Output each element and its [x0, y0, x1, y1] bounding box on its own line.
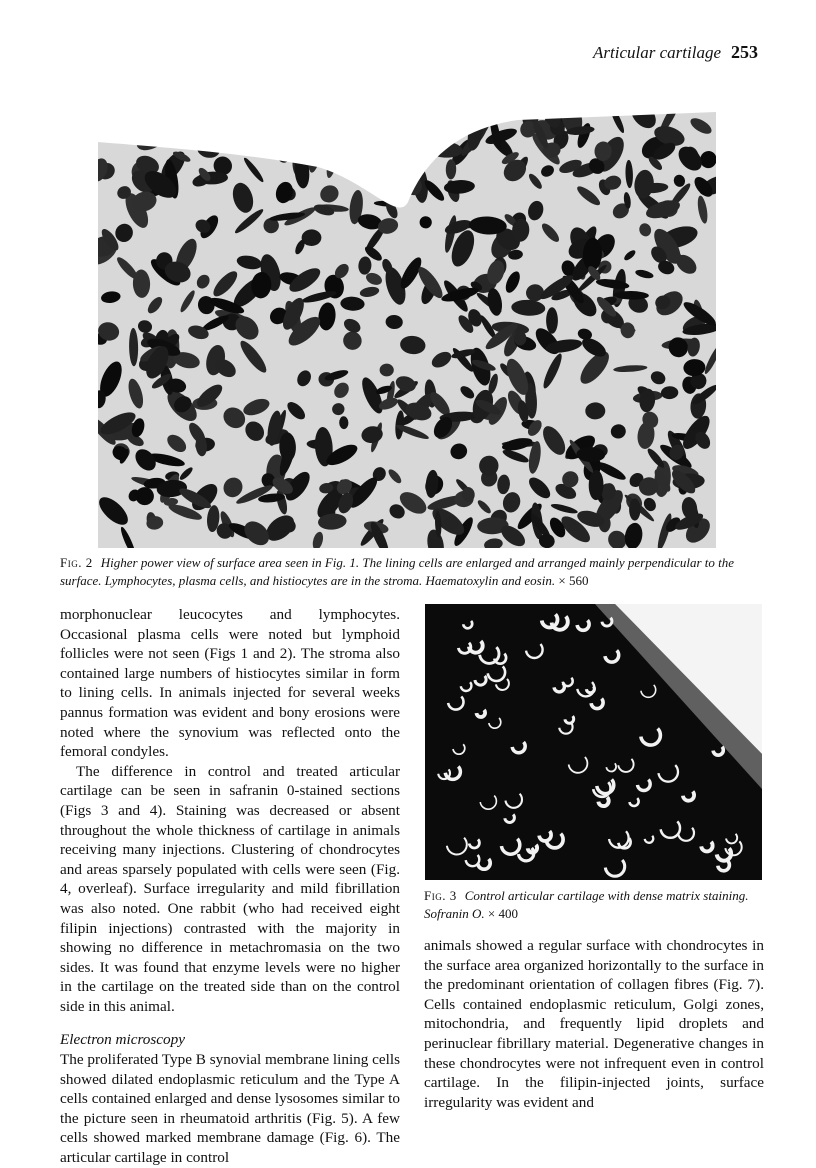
chondrocyte-lacuna — [577, 618, 589, 630]
chondrocyte-lacuna — [577, 679, 594, 696]
chondrocyte-lacuna — [477, 708, 486, 717]
page-number: 253 — [731, 42, 758, 62]
chondrocyte-lacuna — [618, 757, 633, 772]
chondrocyte-lacuna — [569, 754, 588, 773]
paragraph: The proliferated Type B synovial membrane lining cells showed dilated endoplasmic reticulum and the Type A cells contained enlarged and dense lysosomes similar to the picture seen in rheumatoid arthritis (Fig. 5). A few cells showed marked membrane damage (Fig. 6). The articular cartilage in control — [60, 1051, 400, 1167]
chondrocyte-lacuna — [488, 664, 505, 681]
chondrocyte-lacuna — [713, 745, 723, 755]
chondrocyte-lacuna — [453, 742, 465, 754]
chondrocyte-lacuna — [447, 835, 467, 855]
cell-nucleus — [546, 307, 558, 333]
chondrocyte-lacuna — [463, 619, 472, 628]
running-header — [593, 42, 758, 63]
chondrocyte-lacuna — [542, 612, 558, 628]
chondrocyte-lacuna — [645, 834, 654, 843]
chondrocyte-lacuna — [565, 715, 574, 724]
chondrocyte-lacuna — [641, 726, 661, 746]
right-column — [424, 936, 764, 1112]
chondrocyte-lacuna — [605, 648, 619, 662]
figure-2-label: Fig. 2 — [60, 555, 93, 570]
figure-2-caption-text: Higher power view of surface area seen in Fig. 1. The lining cells are enlarged and arranged mainly perpendicular to the surface. Lymphocytes, plasma cells, and histiocytes are in the stroma. Haematoxylin and eosin. — [60, 555, 735, 588]
chondrocyte-lacuna — [605, 857, 624, 876]
chondrocyte-lacuna — [701, 840, 712, 851]
chondrocyte-lacuna — [637, 778, 650, 791]
figure-3-micrograph — [425, 604, 762, 880]
histology-image — [98, 112, 716, 548]
chondrocyte-lacuna — [606, 762, 616, 772]
chondrocyte-lacuna — [469, 838, 479, 848]
chondrocyte-lacuna — [466, 853, 480, 867]
figure-3-caption — [424, 887, 764, 923]
figure-2-caption — [60, 554, 760, 590]
chondrocyte-lacuna — [658, 762, 678, 782]
figure-3-caption-text: Control articular cartilage with dense matrix staining. Sofranin O. — [424, 888, 749, 921]
chondrocyte-lacuna — [448, 694, 463, 709]
chondrocyte-lacuna — [629, 797, 638, 806]
chondrocyte-lacuna — [683, 790, 694, 801]
chondrocyte-lacuna — [505, 813, 515, 823]
cartilage-image — [425, 604, 762, 880]
left-column — [60, 605, 400, 1168]
chondrocyte-lacuna — [539, 829, 551, 841]
figure-3-magnification: × 400 — [487, 906, 519, 921]
running-title: Articular cartilage — [593, 43, 721, 62]
chondrocyte-lacuna — [505, 791, 522, 808]
chondrocyte-lacuna — [641, 683, 656, 698]
figure-2-magnification: × 560 — [558, 573, 589, 588]
chondrocyte-lacuna — [501, 836, 519, 854]
chondrocyte-lacuna — [461, 680, 472, 691]
paragraph: The difference in control and treated articular cartilage can be seen in safranin 0-stained sections (Figs 3 and 4). Staining was decreased or absent throughout the whole thickness of cartilage in animals receiving many injections. Clustering of chondrocytes and areas sparsely populated with cells were seen (Fig. 4, overleaf). Surface irregularity and mild fibrillation was also noted. One rabbit (who had received eight filipin injections) contrasted with the majority in showing no difference in metachromasia on the two sides. It was found that enzyme levels were no higher in the cartilage on the treated side than on the control side in this animal. — [60, 762, 400, 1015]
figure-3-label: Fig. 3 — [424, 888, 457, 903]
chondrocyte-lacuna — [726, 832, 737, 843]
chondrocyte-lacuna — [512, 740, 525, 753]
chondrocyte-lacuna — [661, 818, 680, 837]
chondrocyte-lacuna — [489, 716, 501, 728]
paragraph: animals showed a regular surface with chondrocytes in the surface area organized horizontally to the surface in the predominant orientation of collagen fibres (Fig. 7). Cells contained endoplasmic reticulum, Golgi zones, mitochondria, and frequently lipid droplets and perinuclear fibrillary material. Degenerative changes in these chondrocytes were not infrequent even in control cartilage. In the filipin-injected joints, surface irregularity was evident and — [424, 937, 764, 1111]
chondrocyte-lacuna — [480, 793, 496, 809]
chondrocyte-lacuna — [591, 697, 603, 709]
chondrocyte-lacuna — [526, 641, 543, 658]
section-heading: Electron microscopy — [60, 1031, 185, 1049]
paragraph: morphonuclear leucocytes and lymphocytes. Occasional plasma cells were noted but lymphoid follicles were not seen (Figs 1 and 2). The stroma also contained large numbers of histiocytes similar in form to lining cells. In animals injected for several weeks pannus formation was evident and bony erosions were noted where the synovium was reflected onto the femoral condyles. — [60, 606, 400, 761]
chondrocyte-lacuna — [475, 674, 486, 685]
figure-2-micrograph — [98, 112, 716, 548]
cell-nucleus — [629, 498, 640, 520]
